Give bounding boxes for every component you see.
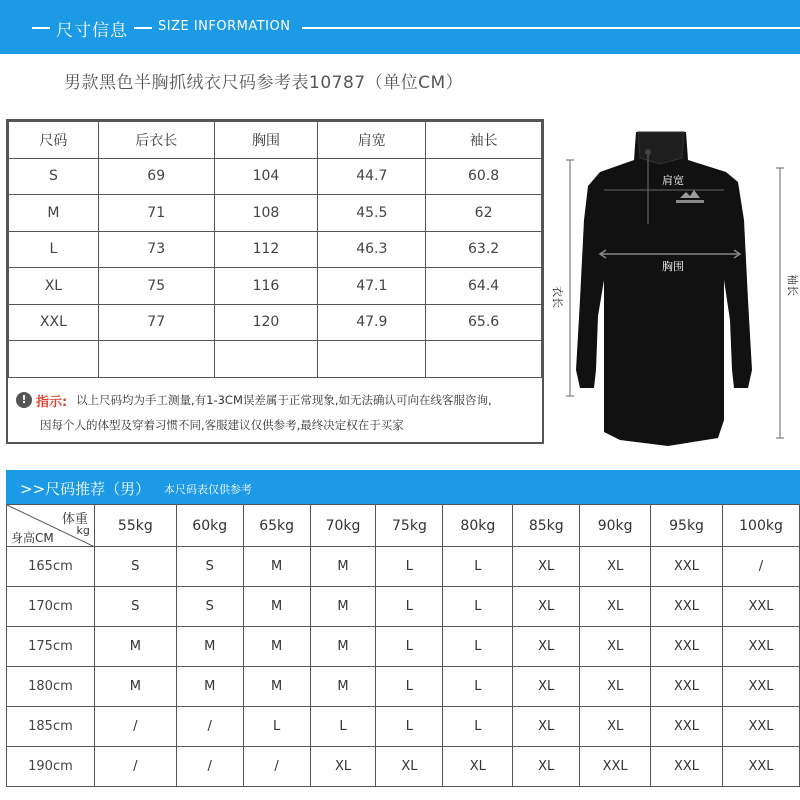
recommend-size-cell: XXL	[722, 587, 799, 627]
size-table-row	[9, 158, 542, 195]
size-header-cell: 胸围	[214, 122, 318, 159]
recommend-size-cell: L	[443, 667, 513, 707]
size-cell-empty	[9, 341, 99, 378]
recommend-title: >>尺码推荐（男）	[20, 480, 151, 498]
recommend-size-cell: M	[176, 667, 243, 707]
recommend-row	[7, 667, 800, 707]
recommend-size-cell: XL	[580, 627, 651, 667]
jacket-collar	[638, 132, 684, 164]
weight-header-cell: 95kg	[651, 505, 723, 547]
recommend-size-cell: S	[94, 587, 176, 627]
weight-header-cell: 70kg	[310, 505, 376, 547]
weight-axis-label: 体重	[61, 512, 88, 527]
height-header-cell: 175cm	[7, 627, 95, 667]
recommend-size-cell: XL	[443, 747, 513, 787]
recommend-size-cell: L	[310, 707, 376, 747]
recommend-size-cell: /	[722, 547, 799, 587]
size-cell: 46.3	[318, 231, 426, 268]
banner-title-en: SIZE INFORMATION	[158, 19, 291, 34]
recommend-size-cell: M	[310, 627, 376, 667]
recommend-size-cell: L	[443, 627, 513, 667]
size-table-empty-row	[9, 341, 542, 378]
length-label: 衣长	[551, 286, 564, 308]
recommend-size-cell: L	[376, 587, 443, 627]
height-header-cell: 180cm	[7, 667, 95, 707]
recommend-size-cell: M	[94, 627, 176, 667]
recommend-size-cell: XXL	[722, 747, 799, 787]
size-cell: 104	[214, 158, 318, 195]
height-header-cell: 170cm	[7, 587, 95, 627]
size-cell: 64.4	[426, 268, 542, 305]
recommend-size-cell: S	[94, 547, 176, 587]
size-table-row	[9, 231, 542, 268]
recommend-size-cell: L	[243, 707, 310, 747]
recommend-size-cell: /	[176, 707, 243, 747]
size-table-header	[9, 122, 542, 159]
height-header-cell: 190cm	[7, 747, 95, 787]
recommend-size-cell: L	[443, 707, 513, 747]
recommend-size-cell: L	[443, 547, 513, 587]
recommend-size-cell: M	[243, 667, 310, 707]
recommend-subtitle: 本尺码表仅供参考	[164, 483, 252, 496]
recommend-row	[7, 587, 800, 627]
banner-divider-mid	[134, 27, 152, 29]
recommend-size-cell: M	[176, 627, 243, 667]
size-cell: 77	[98, 304, 214, 341]
recommend-size-cell: L	[376, 627, 443, 667]
note-line-1: 以上尺码均为手工测量,有1-3CM误差属于正常现象,如无法确认可向在线客服咨询,	[76, 393, 492, 407]
recommend-size-cell: XXL	[651, 747, 723, 787]
sleeve-label: 袖长	[786, 274, 799, 296]
note-line-2: 因每个人的体型及穿着习惯不同,客服建议仅供参考,最终决定权在于买家	[40, 418, 404, 432]
size-cell: S	[9, 158, 99, 195]
size-table-row	[9, 268, 542, 305]
size-cell: 116	[214, 268, 318, 305]
recommend-size-cell: /	[94, 707, 176, 747]
size-header-cell: 后衣长	[98, 122, 214, 159]
recommend-size-cell: XXL	[580, 747, 651, 787]
size-table-row	[9, 195, 542, 232]
recommend-size-cell: XXL	[722, 667, 799, 707]
weight-header-cell: 90kg	[580, 505, 651, 547]
size-table-row	[9, 304, 542, 341]
size-chart-panel	[6, 119, 544, 444]
height-header-cell: 165cm	[7, 547, 95, 587]
size-header-cell: 尺码	[9, 122, 99, 159]
weight-header-cell: 55kg	[94, 505, 176, 547]
size-header-cell: 肩宽	[318, 122, 426, 159]
shoulder-label: 肩宽	[662, 174, 684, 187]
recommend-size-cell: M	[243, 587, 310, 627]
banner-divider-left	[32, 27, 50, 29]
recommend-size-cell: XL	[310, 747, 376, 787]
size-cell: 45.5	[318, 195, 426, 232]
recommend-row	[7, 547, 800, 587]
recommend-size-cell: L	[376, 547, 443, 587]
size-cell-empty	[98, 341, 214, 378]
recommend-size-cell: L	[376, 707, 443, 747]
info-icon: !	[16, 392, 32, 408]
recommend-size-cell: XL	[580, 587, 651, 627]
banner-divider-right	[302, 27, 800, 29]
recommend-size-cell: S	[176, 547, 243, 587]
size-cell: 47.1	[318, 268, 426, 305]
size-cell: 71	[98, 195, 214, 232]
size-cell: 108	[214, 195, 318, 232]
recommend-header	[6, 470, 800, 504]
size-cell: 63.2	[426, 231, 542, 268]
size-cell: 73	[98, 231, 214, 268]
weight-header-cell: 100kg	[722, 505, 799, 547]
weight-header-cell: 85kg	[513, 505, 580, 547]
weight-header-cell: 60kg	[176, 505, 243, 547]
recommend-size-cell: M	[310, 547, 376, 587]
recommend-size-cell: XXL	[651, 627, 723, 667]
size-cell: 65.6	[426, 304, 542, 341]
weight-unit-label: kg	[76, 524, 90, 537]
garment-illustration	[548, 120, 800, 460]
size-cell: 120	[214, 304, 318, 341]
size-cell: 62	[426, 195, 542, 232]
size-cell: L	[9, 231, 99, 268]
recommend-row	[7, 707, 800, 747]
measurement-note	[8, 377, 542, 442]
recommend-row	[7, 747, 800, 787]
recommend-table	[6, 504, 800, 787]
recommend-size-cell: XL	[513, 587, 580, 627]
weight-header-cell: 80kg	[443, 505, 513, 547]
page-title: 男款黑色半胸抓绒衣尺码参考表10787（单位CM）	[64, 73, 464, 93]
recommend-size-cell: XL	[513, 707, 580, 747]
note-label: 指示:	[36, 395, 68, 410]
recommend-size-cell: M	[243, 547, 310, 587]
recommend-size-cell: M	[310, 587, 376, 627]
recommend-size-cell: /	[176, 747, 243, 787]
size-cell: 69	[98, 158, 214, 195]
size-cell: 60.8	[426, 158, 542, 195]
size-cell: 44.7	[318, 158, 426, 195]
header-banner	[0, 0, 800, 54]
size-cell-empty	[426, 341, 542, 378]
recommend-size-cell: XXL	[651, 707, 723, 747]
recommend-size-cell: M	[243, 627, 310, 667]
height-axis-label: 身高CM	[11, 531, 54, 545]
size-header-cell: 袖长	[426, 122, 542, 159]
recommend-size-cell: L	[443, 587, 513, 627]
size-cell-empty	[214, 341, 318, 378]
recommend-size-cell: XXL	[722, 627, 799, 667]
recommend-size-cell: M	[310, 667, 376, 707]
recommend-size-cell: XL	[580, 547, 651, 587]
banner-title-cn: 尺寸信息	[56, 21, 128, 41]
recommend-size-cell: M	[94, 667, 176, 707]
size-cell: 75	[98, 268, 214, 305]
recommend-size-cell: XL	[513, 667, 580, 707]
recommend-size-cell: XL	[513, 747, 580, 787]
recommend-size-cell: XXL	[651, 547, 723, 587]
size-table	[8, 121, 542, 378]
size-cell: M	[9, 195, 99, 232]
table-corner-cell	[7, 505, 95, 547]
recommend-size-cell: XL	[513, 627, 580, 667]
height-header-cell: 185cm	[7, 707, 95, 747]
fleece-jacket-drawing	[548, 120, 800, 460]
recommend-size-cell: XXL	[651, 587, 723, 627]
recommend-row	[7, 627, 800, 667]
size-cell: XXL	[9, 304, 99, 341]
recommend-size-cell: /	[243, 747, 310, 787]
recommend-size-cell: XL	[376, 747, 443, 787]
size-cell: XL	[9, 268, 99, 305]
recommend-size-cell: XXL	[651, 667, 723, 707]
recommend-size-cell: XL	[580, 667, 651, 707]
recommend-size-cell: XXL	[722, 707, 799, 747]
size-cell: 112	[214, 231, 318, 268]
size-cell: 47.9	[318, 304, 426, 341]
size-cell-empty	[318, 341, 426, 378]
recommend-size-cell: S	[176, 587, 243, 627]
weight-header-cell: 75kg	[376, 505, 443, 547]
recommend-size-cell: /	[94, 747, 176, 787]
recommend-size-cell: L	[376, 667, 443, 707]
chest-label: 胸围	[662, 260, 684, 273]
recommend-size-cell: XL	[580, 707, 651, 747]
recommend-size-cell: XL	[513, 547, 580, 587]
weight-header-cell: 65kg	[243, 505, 310, 547]
